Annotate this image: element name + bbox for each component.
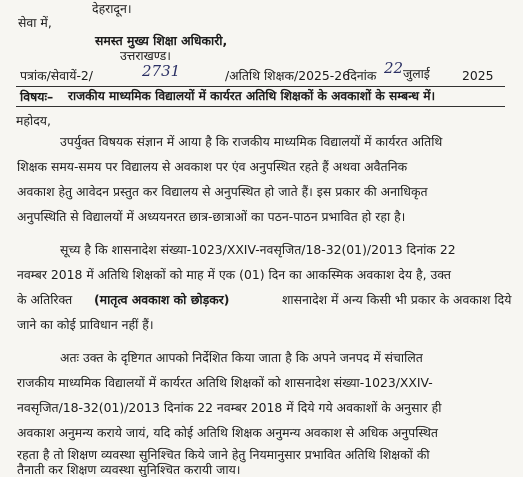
subject-label: विषयः– — [20, 89, 54, 104]
recipient-line-2: उत्तराखण्ड। — [120, 48, 171, 63]
date-month: जुलाई — [403, 66, 430, 81]
paragraph-3-line-2: राजकीय माध्यमिक विद्यालयों में कार्यरत अतिथि शिक्षकों को शासनादेश संख्या-1023/XXIV- — [17, 375, 433, 390]
subject-text: राजकीय माध्यमिक विद्यालयों में कार्यरत अतिथि शिक्षकों के अवकाशों के सम्बन्ध में। — [68, 89, 436, 103]
paragraph-2-line-3b: शासनादेश में अन्य किसी भी प्रकार के अवकाश दिये — [282, 292, 512, 307]
to-label: सेवा में, — [18, 15, 52, 30]
reference-number: 2731 — [142, 62, 181, 80]
paragraph-2-line-4: जाने का कोई प्राविधान नहीं हैं। — [17, 317, 154, 332]
subject-divider — [16, 106, 505, 107]
salutation: महोदय, — [16, 113, 51, 128]
date-day: 22 — [384, 59, 404, 77]
date-label: दिनांक — [347, 68, 377, 83]
paragraph-1-line-3: अवकाश हेतु आवेदन प्रस्तुत कर विद्यालय से अनुपस्थित हो जाते हैं। इस प्रकार की अनाधिकृत — [17, 184, 428, 199]
date-year: 2025 — [462, 68, 494, 83]
paragraph-3-line-3: नवसृजित/18-32(01)/2013 दिनांक 22 नवम्बर 2018 में दिये गये अवकाशों के अनुसार ही — [17, 400, 442, 415]
paragraph-1-line-1: उपर्युक्त विषयक संज्ञान में आया है कि राजकीय माध्यमिक विद्यालयों में कार्यरत अतिथि — [60, 134, 443, 149]
reference-suffix: /अतिथि शिक्षक/2025-26 — [225, 68, 350, 83]
paragraph-3-line-4: अवकाश अनुमन्य कराये जायं, यदि कोई अतिथि शिक्षक अनुमन्य अवकाश से अधिक अनुपस्थित — [17, 425, 438, 440]
paragraph-2-maternity-note: (मातृत्व अवकाश को छोड़कर) — [94, 292, 230, 307]
paragraph-3-line-5: रहता है तो शिक्षण व्यवस्था सुनिश्चित किये जाने हेतु नियमानुसार प्रभावित अतिथि शिक्षकों की — [17, 447, 430, 462]
top-divider — [16, 86, 505, 87]
paragraph-1-line-4: अनुपस्थिति से विद्यालयों में अध्ययनरत छात्र-छात्राओं का पठन-पाठन प्रभावित हो रहा है। — [17, 209, 406, 224]
paragraph-2-line-1: सूच्य है कि शासनादेश संख्या-1023/XXIV-नवसृजित/18-32(01)/2013 दिनांक 22 — [60, 242, 456, 257]
reference-prefix: पत्रांक/सेवायें-2/ — [20, 68, 93, 83]
paragraph-1-line-2: शिक्षक समय-समय पर विद्यालय से अवकाश पर एंव अनुपस्थित रहते हैं अथवा अवैतनिक — [17, 159, 408, 174]
paragraph-3-line-1: अतः उक्त के दृष्टिगत आपको निर्देशित किया जाता है कि अपने जनपद में संचालित — [60, 350, 423, 365]
paragraph-3-line-6: तैनाती कर शिक्षण व्यवस्था सुनिश्चित करायी जाय। — [17, 462, 241, 477]
recipient-line-1: समस्त मुख्य शिक्षा अधिकारी, — [95, 33, 228, 48]
paragraph-2-line-2: नवम्बर 2018 में अतिथि शिक्षकों को माह में एक (01) दिन का आकस्मिक अवकाश देय है, उक्त — [17, 267, 451, 282]
paragraph-2-line-3a: के अतिरिक्त — [17, 292, 73, 307]
city-line: देहरादून। — [92, 1, 132, 16]
